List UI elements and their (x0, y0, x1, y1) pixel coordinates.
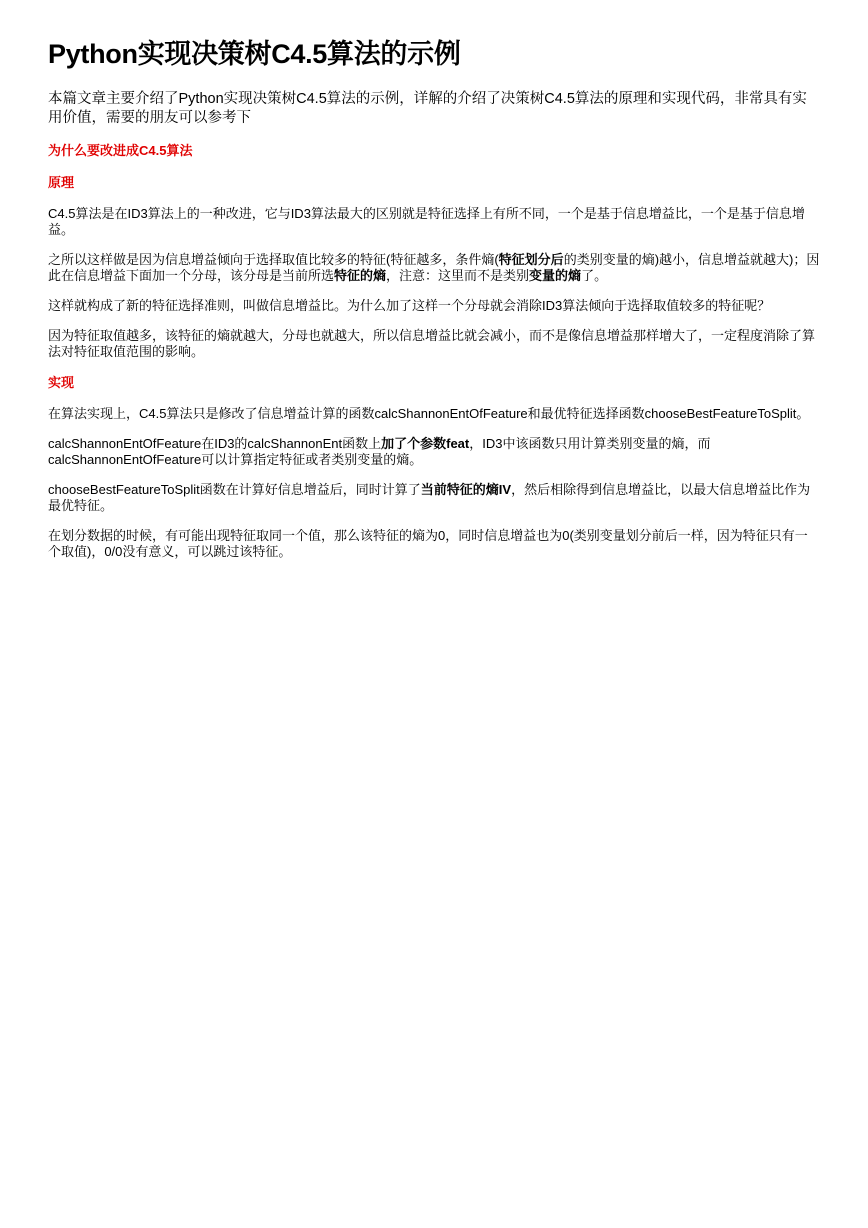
paragraph-7-text-a: chooseBestFeatureToSplit函数在计算好信息增益后，同时计算了 (48, 482, 421, 497)
section-heading-why: 为什么要改进成C4.5算法 (48, 143, 193, 158)
paragraph-2-text-a: 之所以这样做是因为信息增益倾向于选择取值比较多的特征(特征越多，条件熵( (48, 252, 499, 267)
paragraph-6-text-c: ，ID3中该函数只用计算类别变量的熵，而calcShannonEntOfFeature可以计算指定特征或者类别变量的熵。 (48, 436, 711, 467)
paragraph-8: 在划分数据的时候，有可能出现特征取同一个值，那么该特征的熵为0，同时信息增益也为0(类别变量划分前后一样，因为特征只有一个取值)，0/0没有意义，可以跳过该特征。 (48, 528, 808, 559)
paragraph-4: 因为特征取值越多，该特征的熵就越大，分母也就越大，所以信息增益比就会减小，而不是像信息增益那样增大了，一定程度消除了算法对特征取值范围的影响。 (48, 328, 816, 359)
paragraph-6-text-a: calcShannonEntOfFeature在ID3的calcShannonEnt函数上 (48, 436, 382, 451)
paragraph-2-bold-b: 特征划分后 (498, 252, 564, 267)
article-intro: 本篇文章主要介绍了Python实现决策树C4.5算法的示例，详解的介绍了决策树C4.5算法的原理和实现代码，非常具有实用价值，需要的朋友可以参考下 (48, 91, 807, 126)
article (48, 34, 820, 560)
paragraph-2 (48, 252, 820, 284)
paragraph-7 (48, 482, 820, 514)
paragraph-2-text-c: 的类别变量的熵)越小，信息增益就越大)；因此在信息增益下面加一个分母，该分母是当前所选 (48, 252, 820, 283)
page-title: Python实现决策树C4.5算法的示例 (48, 39, 461, 69)
paragraph-2-text-g: 了。 (581, 268, 608, 283)
paragraph-3: 这样就构成了新的特征选择准则，叫做信息增益比。为什么加了这样一个分母就会消除ID3算法倾向于选择取值较多的特征呢？ (48, 298, 771, 313)
paragraph-7-text-c: ，然后相除得到信息增益比，以最大信息增益比作为最优特征。 (48, 482, 811, 513)
section-heading-implementation: 实现 (48, 375, 75, 390)
paragraph-2-bold-f: 变量的熵 (529, 268, 582, 283)
paragraph-5: 在算法实现上，C4.5算法只是修改了信息增益计算的函数calcShannonEntOfFeature和最优特征选择函数chooseBestFeatureToSplit。 (48, 406, 810, 421)
paragraph-7-bold-b: 当前特征的熵IV (420, 482, 512, 497)
paragraph-2-text-e: ，注意：这里而不是类别 (386, 268, 530, 283)
paragraph-1: C4.5算法是在ID3算法上的一种改进，它与ID3算法最大的区别就是特征选择上有所不同，一个是基于信息增益比，一个是基于信息增益。 (48, 206, 805, 237)
paragraph-6 (48, 436, 820, 468)
section-heading-principle: 原理 (48, 175, 75, 190)
paragraph-2-bold-d: 特征的熵 (334, 268, 387, 283)
paragraph-6-bold-b: 加了个参数feat (381, 436, 470, 451)
